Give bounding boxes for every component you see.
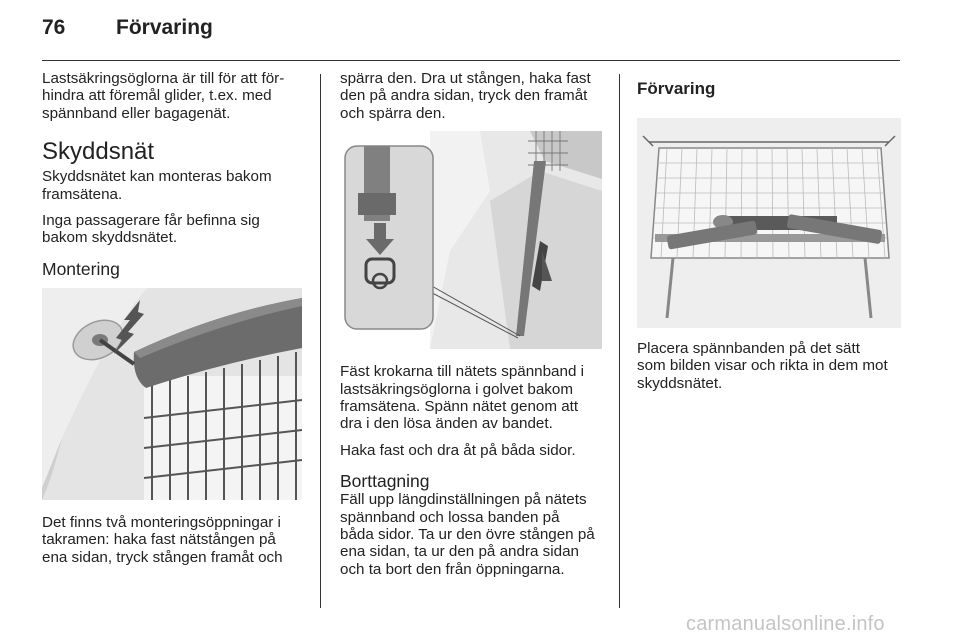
pull-text-body: Haka fast och dra åt på båda sidor. bbox=[340, 441, 576, 459]
watermark: carmanualsonline.info bbox=[686, 613, 885, 635]
mounting-illustration bbox=[42, 288, 302, 500]
mount-text-body: Det finns två monteringsöppningar i takramen: haka fast nätstången på ena sidan, tryck stången framåt och bbox=[42, 513, 283, 566]
hook-text-body: Fäst krokarna till nätets spännband i lastsäkringsöglorna i golvet bakom framsätena. Spänn nätet genom att dra i den lösa änden av bandet. bbox=[340, 363, 584, 433]
heading-montering: Montering bbox=[42, 258, 120, 279]
storage-text bbox=[637, 340, 903, 392]
heading-skyddsnat: Skyddsnät bbox=[42, 138, 155, 166]
hook-text bbox=[340, 363, 606, 433]
net-paragraph-2-body: Inga passagerare får befinna sig bakom skyddsnätet. bbox=[42, 212, 260, 247]
heading-borttagning: Borttagning bbox=[340, 471, 430, 492]
column-3 bbox=[637, 70, 903, 401]
page-title: Förvaring bbox=[116, 16, 213, 39]
hook-strap-illustration bbox=[340, 131, 602, 349]
net-paragraph-1 bbox=[42, 168, 304, 203]
mount-continued-body: spärra den. Dra ut stången, haka fast den på andra sidan, tryck den framåt och spärra den. bbox=[340, 70, 591, 122]
pull-text bbox=[340, 442, 606, 459]
storage-text-body: Placera spännbanden på det sätt som bilden visar och rikta in dem mot skyddsnätet. bbox=[637, 340, 888, 392]
removal-text-body: Fäll upp längdinställningen på nätets spännband och lossa banden på båda sidor. Ta ur den övre stången på ena sidan, ta ur den på andra sidan och ta bort den från öppningarna. bbox=[340, 491, 595, 578]
header-rule bbox=[42, 60, 900, 61]
mount-text bbox=[42, 514, 304, 566]
page-number: 76 bbox=[42, 16, 66, 39]
column-1 bbox=[42, 70, 304, 575]
net-paragraph-1-body: Skyddsnätet kan monteras bakom framsätena. bbox=[42, 168, 272, 203]
net-paragraph-2 bbox=[42, 212, 304, 247]
storage-illustration bbox=[637, 118, 901, 328]
column-2 bbox=[340, 70, 606, 587]
heading-forvaring: Förvaring bbox=[637, 79, 716, 98]
column-divider-1 bbox=[320, 74, 321, 608]
column-divider-2 bbox=[619, 74, 620, 608]
intro-text-body: Lastsäkringsöglorna är till för att för- hindra att föremål glider, t.ex. med spännband eller bagagenät. bbox=[42, 70, 285, 122]
intro-text bbox=[42, 70, 304, 122]
removal-text bbox=[340, 491, 606, 578]
mount-continued-text bbox=[340, 70, 606, 122]
